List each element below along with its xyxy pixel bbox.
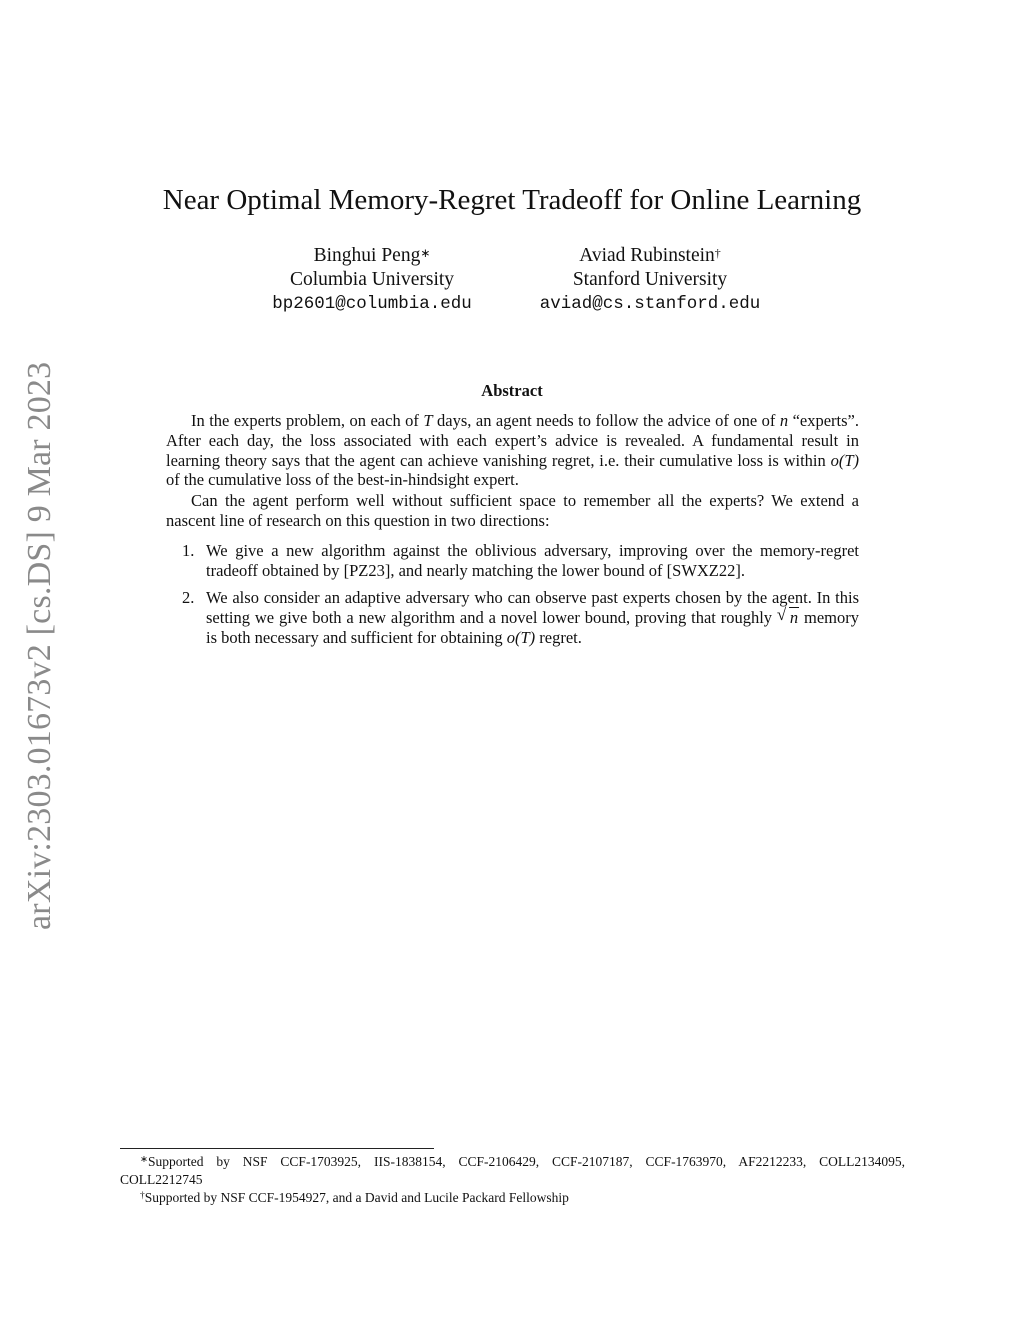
- author-email[interactable]: aviad@cs.stanford.edu: [539, 294, 761, 314]
- abstract-paragraph-2: Can the agent perform well without sufficient space to remember all the experts? We extend a nascent line of research on this question in two directions:: [166, 491, 859, 530]
- footnote-2: †Supported by NSF CCF-1954927, and a David and Lucile Packard Fellowship: [140, 1190, 569, 1205]
- math-o-T: o(T): [830, 450, 859, 470]
- footnotes: [120, 1153, 905, 1207]
- author-block-2: [505, 244, 795, 316]
- author-block-1: [232, 244, 512, 316]
- list-item: [166, 541, 859, 581]
- footnote-mark: †: [140, 1191, 145, 1201]
- arxiv-sidebar-stamp: arXiv:2303.01673v2 [cs.DS] 9 Mar 2023: [21, 361, 58, 930]
- math-n: n: [779, 411, 789, 430]
- author-affiliation: Columbia University: [289, 269, 455, 290]
- abstract-body: [166, 411, 859, 656]
- footnote-rule: [120, 1148, 434, 1149]
- author-name: Aviad Rubinstein†: [579, 245, 721, 266]
- sqrt-n-expression: √ n: [776, 605, 799, 628]
- footnote-mark: ∗: [140, 1155, 148, 1165]
- author-affiliation: Stanford University: [572, 269, 728, 290]
- math-T: T: [423, 411, 433, 430]
- abstract-heading: Abstract: [481, 381, 543, 400]
- footnote-1: ∗Supported by NSF CCF-1703925, IIS-1838154, CCF-2106429, CCF-2107187, CCF-1763970, AF2212233, COLL2134095, COLL2212745: [120, 1154, 905, 1187]
- contribution-list: [166, 541, 859, 648]
- list-item-text: We give a new algorithm against the oblivious adversary, improving over the memory-regret tradeoff obtained by [PZ23], and nearly matching the lower bound of [SWXZ22].: [206, 540, 859, 580]
- footnote-mark: †: [714, 246, 721, 260]
- author-email[interactable]: bp2601@columbia.edu: [272, 294, 472, 314]
- author-name: Binghui Peng∗: [313, 245, 431, 266]
- list-number: 1.: [182, 540, 195, 560]
- abstract-paragraph-1: In the experts problem, on each of T days, an agent needs to follow the advice of one of n “experts”. After each day, the loss associated with each expert’s advice is revealed. A fundamental result in learning theory says that the agent can achieve vanishing regret, i.e. their cumulative loss is within o(T) of the cumulative loss of the best-in-hindsight expert.: [166, 411, 859, 490]
- list-number: 2.: [182, 588, 195, 608]
- paper-title: Near Optimal Memory-Regret Tradeoff for Online Learning: [162, 184, 862, 216]
- radical-sign: √: [776, 605, 787, 625]
- footnote-mark: ∗: [420, 246, 431, 260]
- math-o-T: o(T): [506, 627, 536, 647]
- list-item: 2. We also consider an adaptive adversary who can observe past experts chosen by the agent. In this setting we give both a new algorithm and a novel lower bound, proving that roughly √ n memory is both necessary and sufficient for obtaining o(T) regret.: [182, 588, 859, 647]
